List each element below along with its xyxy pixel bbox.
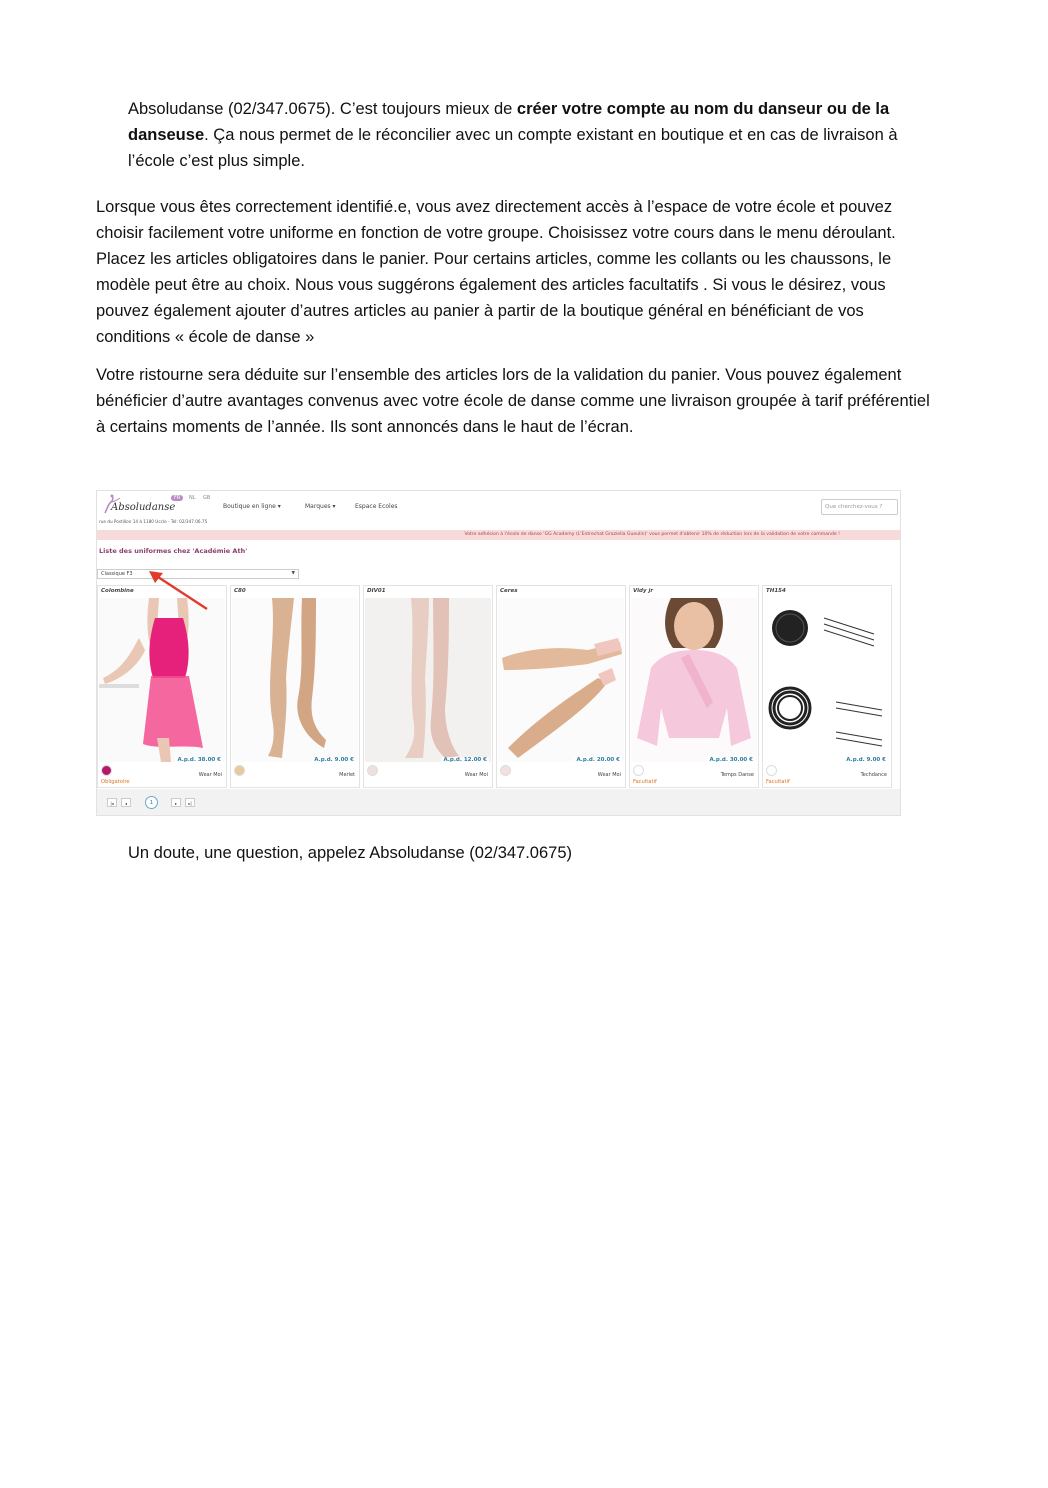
shop-logo-text[interactable]: Absoludanse [111, 502, 176, 513]
current-page[interactable]: 1 [145, 796, 158, 809]
product-code: TH154 [766, 588, 786, 594]
color-swatch[interactable] [633, 765, 644, 776]
color-swatch[interactable] [101, 765, 112, 776]
chevron-down-icon: ▼ [291, 571, 295, 576]
next-page-button[interactable]: ▸ [171, 798, 181, 807]
search-input[interactable]: Que cherchez-vous ? [821, 499, 898, 515]
color-swatch[interactable] [500, 765, 511, 776]
product-brand: Techdance [860, 772, 887, 778]
prev-page-button[interactable]: ◂ [121, 798, 131, 807]
product-code: DIV01 [367, 588, 386, 594]
nav-espace-ecoles[interactable]: Espace Ecoles [355, 503, 398, 510]
intro-paragraph [128, 96, 928, 174]
pagination [97, 789, 900, 815]
product-card-vidy-jr[interactable] [629, 585, 759, 788]
product-brand: Wear Moi [198, 772, 222, 778]
product-brand: Merlet [339, 772, 355, 778]
product-code: Vidy jr [633, 588, 654, 594]
product-price: A.p.d. 9.00 € [314, 757, 354, 763]
product-brand: Wear Moi [597, 772, 621, 778]
color-swatch[interactable] [766, 765, 777, 776]
product-price: A.p.d. 12.00 € [443, 757, 487, 763]
body-paragraph-2: Votre ristourne sera déduite sur l’ensemble des articles lors de la validation du panier. Vous pouvez également bénéficier d’autre avantages convenus avec votre école de danse comme une livraison groupée à tarif préférentiel à certains moments de l’année. Ils sont annoncés dans le haut de l’écran. [96, 366, 930, 436]
product-brand: Temps Danse [720, 772, 754, 778]
intro-text-a: Absoludanse (02/347.0675). C’est toujours mieux de [128, 100, 517, 118]
ballet-shoes-image [498, 598, 624, 762]
product-card-th154[interactable] [762, 585, 892, 788]
product-code: Ceres [500, 588, 518, 594]
lang-gb[interactable]: GB [203, 495, 211, 501]
product-code: Colombine [101, 588, 134, 594]
tights-image [365, 598, 491, 762]
body-paragraph-1: Lorsque vous êtes correctement identifié.e, vous avez directement accès à l’espace de votre école et pouvez choisir facilement votre uniforme en fonction de votre groupe. Choisissez votre cours dans le menu déroulant. Placez les articles obligatoires dans le panier. Pour certains articles, comme les collants ou les chaussons, le modèle peut être au choix. Nous vous suggérons également des articles facultatifs . Si vous le désirez, vous pouvez également ajouter d’autres articles au panier à partir de la boutique général en bénéficiant de vos conditions « école de danse » [96, 198, 896, 346]
product-price: A.p.d. 38.00 € [177, 757, 221, 763]
product-tag: Obligatoire [101, 779, 130, 785]
product-price: A.p.d. 9.00 € [846, 757, 886, 763]
first-page-button[interactable]: |◂ [107, 798, 117, 807]
color-swatch[interactable] [234, 765, 245, 776]
intro-bold: créer votre compte au nom du danseur ou de la danseuse [128, 100, 890, 144]
product-tag: Facultatif [633, 779, 657, 785]
nav-marques[interactable]: Marques ▾ [305, 503, 336, 510]
tights-image [232, 598, 358, 762]
product-card-c80[interactable] [230, 585, 360, 788]
outro-paragraph: Un doute, une question, appelez Absoludanse (02/347.0675) [128, 844, 573, 862]
annotation-arrow-icon [147, 569, 217, 617]
shop-header [97, 491, 900, 529]
course-selected-value: Classique F3 [101, 571, 133, 577]
product-card-div01[interactable] [363, 585, 493, 788]
lang-nl[interactable]: NL [189, 495, 196, 501]
last-page-button[interactable]: ▸| [185, 798, 195, 807]
product-card-ceres[interactable] [496, 585, 626, 788]
color-swatch[interactable] [367, 765, 378, 776]
wrap-top-image [631, 598, 757, 762]
shop-screenshot [96, 490, 901, 816]
uniform-list-title: Liste des uniformes chez 'Académie Ath' [99, 547, 248, 555]
product-code: C80 [234, 588, 246, 594]
leotard-image [99, 598, 225, 762]
intro-text-b: . Ça nous permet de le réconcilier avec un compte existant en boutique et en cas de livraison à l’école c’est plus simple. [128, 126, 898, 170]
shop-address: rue du Postillon 14 à 1180 Uccle - Tel: 02/347.06.75 [99, 519, 208, 524]
product-tag: Facultatif [766, 779, 790, 785]
promo-banner: Votre adhésion à l'école de danse 'GG Academy (L'Entrechat Graziella Gueulin)' vous permet d'obtenir 10% de réduction lors de la validation de votre commande ! [97, 530, 900, 540]
product-brand: Wear Moi [464, 772, 488, 778]
hair-accessories-image [764, 598, 890, 762]
nav-boutique[interactable]: Boutique en ligne ▾ [223, 503, 281, 510]
product-price: A.p.d. 30.00 € [709, 757, 753, 763]
product-price: A.p.d. 20.00 € [576, 757, 620, 763]
lang-fr[interactable]: FR [171, 495, 183, 501]
